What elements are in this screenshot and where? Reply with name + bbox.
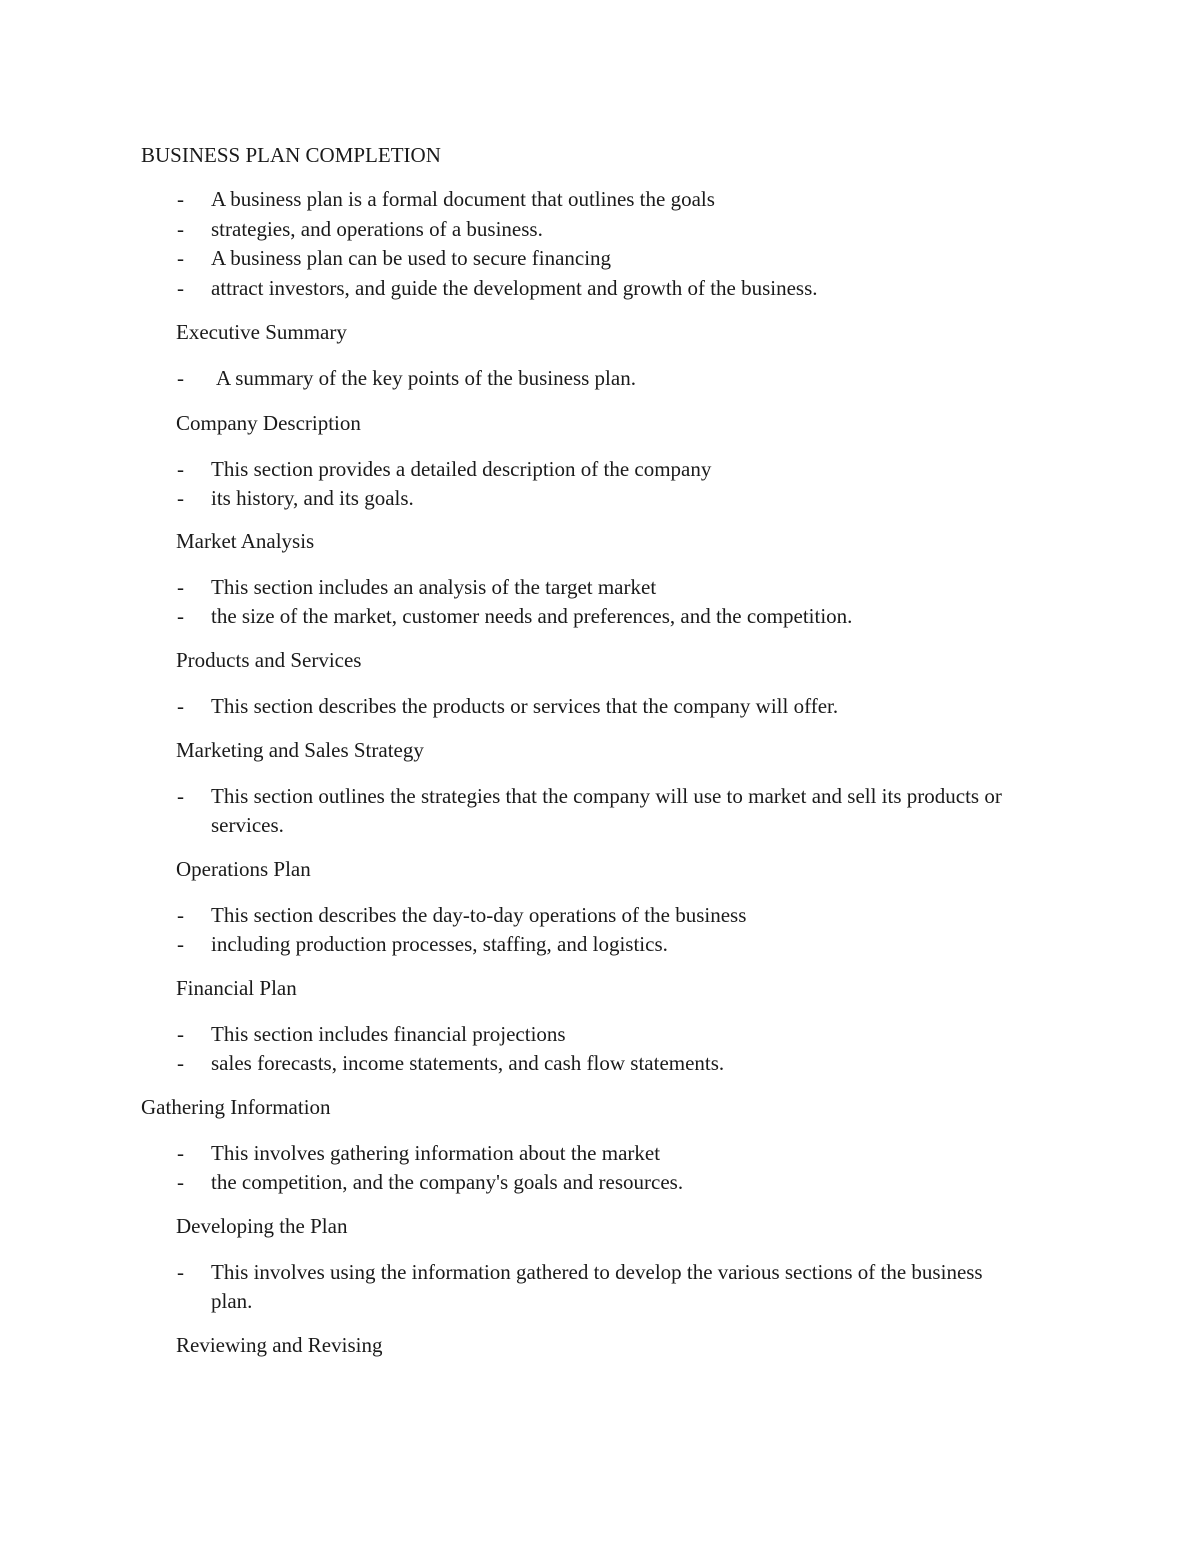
section-market-analysis bbox=[0, 527, 1200, 632]
bullet-dash: - bbox=[177, 187, 184, 211]
bullet-dash: - bbox=[177, 932, 184, 956]
bullet-dash: - bbox=[177, 1259, 184, 1284]
section-heading: Financial Plan bbox=[176, 976, 297, 1000]
bullet-dash: - bbox=[177, 1051, 184, 1075]
section-list bbox=[0, 364, 1200, 394]
section-executive-summary bbox=[0, 318, 1200, 393]
section-heading: Developing the Plan bbox=[176, 1214, 348, 1238]
section-heading: Market Analysis bbox=[176, 529, 315, 553]
intro-section bbox=[0, 185, 1200, 303]
section-heading: Executive Summary bbox=[176, 320, 347, 344]
list-item: - This section outlines the strategies that the company will use to market and sell its products or services. bbox=[177, 783, 1002, 837]
list-item: - This section describes the day-to-day operations of the business bbox=[0, 901, 1200, 931]
section-list bbox=[0, 692, 1200, 722]
bullet-dash: - bbox=[177, 574, 184, 599]
list-item: - This section includes financial projections bbox=[0, 1020, 1200, 1050]
section-developing-the-plan bbox=[0, 1212, 1200, 1317]
list-item: - attract investors, and guide the development and growth of the business. bbox=[0, 274, 1200, 304]
list-item: - sales forecasts, income statements, and cash flow statements. bbox=[0, 1049, 1200, 1079]
bullet-dash: - bbox=[177, 1140, 184, 1165]
section-list bbox=[0, 1020, 1200, 1079]
section-heading: Reviewing and Revising bbox=[176, 1333, 383, 1357]
section-marketing-and-sales-strategy bbox=[0, 736, 1200, 841]
list-item: - its history, and its goals. bbox=[0, 484, 1200, 514]
section-list bbox=[0, 901, 1200, 960]
list-item: - including production processes, staffing, and logistics. bbox=[0, 930, 1200, 960]
section-heading: Operations Plan bbox=[176, 857, 311, 881]
document-title: BUSINESS PLAN COMPLETION bbox=[141, 143, 441, 167]
section-list bbox=[0, 573, 1200, 632]
section-list bbox=[0, 782, 1200, 841]
section-reviewing-and-revising bbox=[0, 1331, 1200, 1361]
section-financial-plan bbox=[0, 974, 1200, 1079]
section-list bbox=[0, 1258, 1200, 1317]
section-company-description bbox=[0, 409, 1200, 514]
section-list bbox=[0, 1139, 1200, 1198]
bullet-dash: - bbox=[177, 693, 184, 718]
section-products-and-services bbox=[0, 646, 1200, 721]
bullet-dash: - bbox=[177, 604, 184, 628]
list-item: - This involves gathering information about the market bbox=[0, 1139, 1200, 1169]
bullet-dash: - bbox=[177, 456, 184, 481]
bullet-dash: - bbox=[177, 365, 184, 390]
section-heading: Company Description bbox=[176, 411, 361, 435]
list-item: - the competition, and the company's goals and resources. bbox=[0, 1168, 1200, 1198]
bullet-dash: - bbox=[177, 783, 184, 808]
bullet-dash: - bbox=[177, 216, 184, 241]
list-item: - This section describes the products or services that the company will offer. bbox=[0, 692, 1200, 722]
intro-list bbox=[0, 185, 1200, 303]
bullet-dash: - bbox=[177, 902, 184, 927]
bullet-dash: - bbox=[177, 1021, 184, 1046]
section-heading: Marketing and Sales Strategy bbox=[176, 738, 424, 762]
bullet-dash: - bbox=[177, 246, 184, 270]
section-list bbox=[0, 455, 1200, 514]
section-gathering-information bbox=[0, 1093, 1200, 1198]
bullet-dash: - bbox=[177, 1170, 184, 1194]
list-item: - A business plan is a formal document that outlines the goals bbox=[0, 185, 1200, 215]
list-item: - This section provides a detailed description of the company bbox=[0, 455, 1200, 485]
bullet-dash: - bbox=[177, 486, 184, 510]
section-operations-plan bbox=[0, 855, 1200, 960]
list-item: - A summary of the key points of the business plan. bbox=[0, 364, 1200, 394]
list-item: - This section includes an analysis of the target market bbox=[0, 573, 1200, 603]
bullet-dash: - bbox=[177, 275, 184, 300]
list-item: - the size of the market, customer needs and preferences, and the competition. bbox=[0, 602, 1200, 632]
list-item: - A business plan can be used to secure financing bbox=[0, 244, 1200, 274]
section-heading: Products and Services bbox=[176, 648, 362, 672]
list-item: - strategies, and operations of a business. bbox=[0, 215, 1200, 245]
list-item: - This involves using the information gathered to develop the various sections of the business plan. bbox=[177, 1259, 983, 1313]
section-heading: Gathering Information bbox=[141, 1095, 331, 1119]
